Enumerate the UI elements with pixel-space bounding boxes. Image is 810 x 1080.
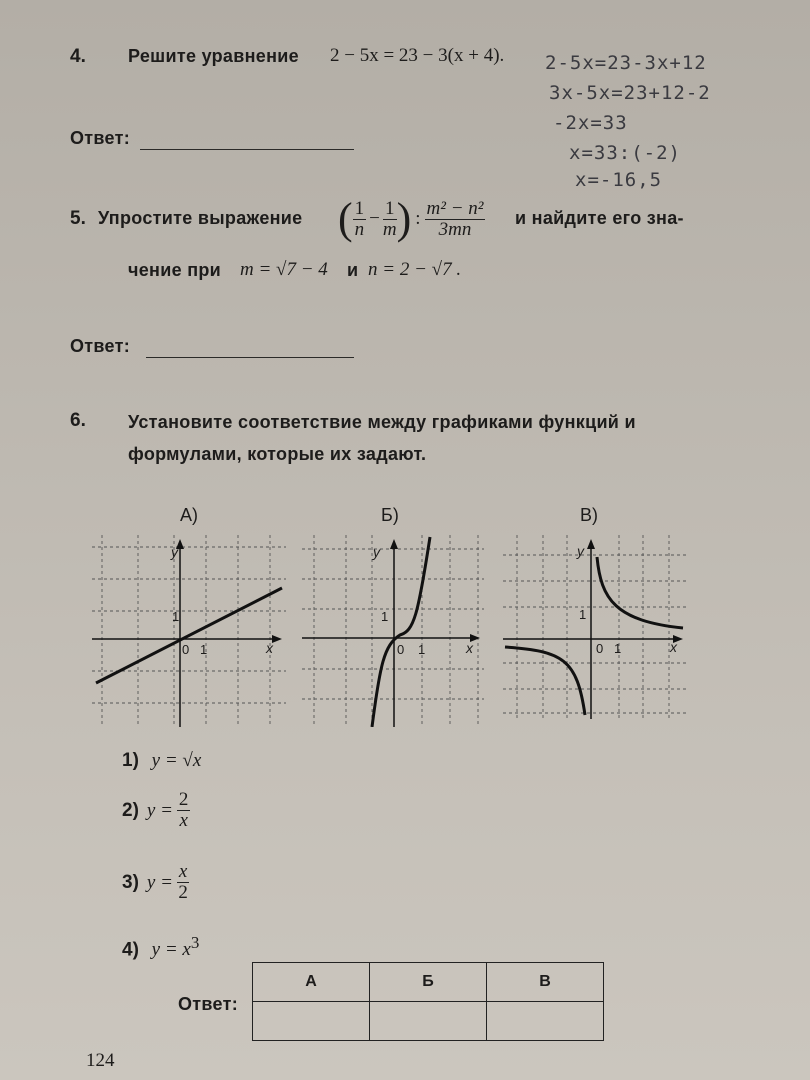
graph-c-x1: 1 xyxy=(614,641,622,656)
graph-c-label: В) xyxy=(580,505,598,525)
task5-prompt-end: и найдите его зна- xyxy=(515,208,684,228)
frac-m2-n2-over-3mn: $\frac{\text{m² − n²}}{3mn}$ xyxy=(426,197,484,240)
graph-c-y1: 1 xyxy=(579,607,587,622)
task4-equation: 2 − 5x = 23 − 3(x + 4). xyxy=(330,45,505,66)
graph-c-x-label: x xyxy=(670,639,677,655)
graph-a-x1: 1 xyxy=(200,642,208,657)
task4-prompt: Решите уравнение xyxy=(128,46,299,66)
hw-line-4: x=33:(-2) xyxy=(569,142,681,164)
task4-answer-label: Ответ: xyxy=(70,128,131,148)
open-paren: ( xyxy=(338,194,353,243)
option-4: 4) $y = x^3$ xyxy=(122,933,200,961)
task5-prompt-start: Упростите выражение xyxy=(98,208,303,228)
task5-cond-n: n = 2 − √7 . xyxy=(368,259,462,280)
option-1: 1) y = √x xyxy=(122,750,202,771)
task5-cond-m: m = √7 − 4 xyxy=(240,259,328,280)
answer-header-a: А xyxy=(253,963,370,1002)
task6-number: 6. xyxy=(70,410,86,431)
graph-b-label: Б) xyxy=(381,505,399,525)
graph-b-y-label: y xyxy=(373,544,380,560)
graph-b-x-label: x xyxy=(466,640,473,656)
graph-a-linear xyxy=(92,535,286,727)
answer-header-b: Б xyxy=(370,963,487,1002)
graph-c-origin: 0 xyxy=(596,641,604,656)
answer-cell-a[interactable] xyxy=(253,1002,370,1041)
graph-a-label: А) xyxy=(180,505,198,525)
task5-answer-line[interactable] xyxy=(146,357,354,358)
page-number: 124 xyxy=(86,1050,115,1071)
graph-b-x1: 1 xyxy=(418,642,426,657)
option-2: 2) y = $\frac{2}{x}$ xyxy=(122,789,189,831)
graph-c-hyperbola xyxy=(503,535,687,719)
graph-b-y1: 1 xyxy=(381,609,389,624)
task5-number: 5. xyxy=(70,208,86,229)
task4-answer-line[interactable] xyxy=(140,149,354,150)
task4-number: 4. xyxy=(70,46,86,67)
graph-c-y-label: y xyxy=(577,543,584,559)
task5-answer-label: Ответ: xyxy=(70,336,131,356)
task6-answer-label: Ответ: xyxy=(178,994,239,1014)
answer-table xyxy=(252,962,604,1041)
graph-a-y1: 1 xyxy=(172,609,180,624)
close-paren: ) xyxy=(396,194,412,243)
task6-line2: формулами, которые их задают. xyxy=(128,444,427,464)
task6-line1: Установите соответствие между графиками функций и xyxy=(128,412,636,432)
task5-and: и xyxy=(347,260,359,280)
graph-a-x-label: x xyxy=(266,640,273,656)
hw-line-5: x=-16,5 xyxy=(575,169,663,191)
answer-header-v: В xyxy=(487,963,604,1002)
task5-line2-start: чение при xyxy=(128,260,222,280)
answer-cell-v[interactable] xyxy=(487,1002,604,1041)
hw-line-2: 3x-5x=23+12-2 xyxy=(549,82,711,104)
graph-a-origin: 0 xyxy=(182,642,190,657)
graph-b-cubic xyxy=(302,535,484,727)
graph-b-origin: 0 xyxy=(397,642,405,657)
frac-1-over-m: $\frac{1}{m}$ xyxy=(382,197,397,240)
task5-expression: ( $\frac{1}{n}$ − $\frac{1}{m}$ ) : $\frac{\text{m² − n²}}{3mn}$ xyxy=(338,194,484,243)
hw-line-3: -2x=33 xyxy=(553,112,628,134)
frac-1-over-n: $\frac{1}{n}$ xyxy=(354,197,365,240)
option-3: 3) y = $\frac{x}{2}$ xyxy=(122,861,188,903)
answer-cell-b[interactable] xyxy=(370,1002,487,1041)
graph-a-y-label: y xyxy=(171,544,178,560)
hw-line-1: 2-5x=23-3x+12 xyxy=(545,52,707,74)
